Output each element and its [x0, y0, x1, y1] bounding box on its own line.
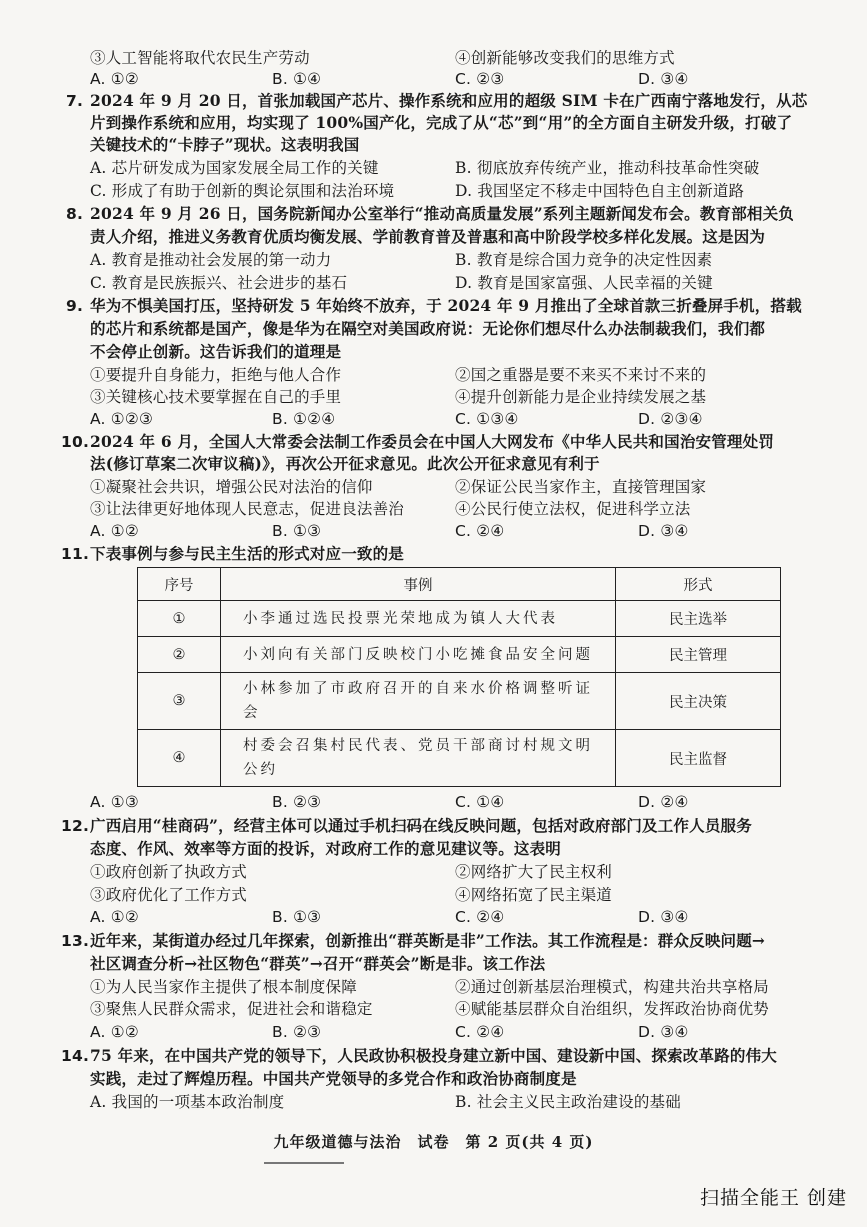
q11-table: [137, 567, 781, 787]
q10-stem-line-1: 2024 年 6 月，全国人大常委会法制工作委员会在中国人大网发布《中华人民共和国治安管理处罚: [90, 432, 775, 451]
q13-option-c: C. ②④: [455, 1023, 505, 1041]
q7-option-b: B. 彻底放弃传统产业，推动科技革命性突破: [455, 159, 760, 177]
q13-stem-line-1: 近年来，某街道办经过几年探索，创新推出“群英断是非”工作法。其工作流程是：群众反映问题→: [90, 931, 766, 950]
q9-stem-line-1: 华为不惧美国打压，坚持研发 5 年始终不放弃，于 2024 年 9 月推出了全球首款三折叠屏手机，搭载: [90, 296, 802, 315]
q8-option-a: A. 教育是推动社会发展的第一动力: [90, 251, 332, 269]
q10-option-d: D. ③④: [638, 522, 689, 540]
q12-statement-4: ④网络拓宽了民主渠道: [455, 886, 613, 904]
q10-statement-3: ③让法律更好地体现人民意志，促进良法善治: [90, 500, 405, 518]
q10-statement-2: ②保证公民当家作主，直接管理国家: [455, 478, 707, 496]
q7-option-d: D. 我国坚定不移走中国特色自主创新道路: [455, 182, 745, 200]
q6-option-c: C. ②③: [455, 70, 505, 88]
q10-option-b: B. ①③: [272, 522, 322, 540]
q12-statement-3: ③政府优化了工作方式: [90, 886, 248, 904]
q9-option-b: B. ①②④: [272, 410, 336, 428]
q14-option-b: B. 社会主义民主政治建设的基础: [455, 1093, 681, 1111]
q10-statement-1: ①凝聚社会共识，增强公民对法治的信仰: [90, 478, 373, 496]
q11-option-c: C. ①④: [455, 793, 505, 811]
row-event: 小李通过选民投票光荣地成为镇人大代表: [221, 601, 616, 637]
row-no: ③: [138, 673, 221, 730]
q9-option-c: C. ①③④: [455, 410, 519, 428]
q11-option-b: B. ②③: [272, 793, 322, 811]
q12-statement-2: ②网络扩大了民主权利: [455, 863, 613, 881]
row-form: 民主监督: [616, 730, 781, 787]
q12-option-c: C. ②④: [455, 908, 505, 926]
q9-statement-3: ③关键核心技术要掌握在自己的手里: [90, 388, 342, 406]
row-event: 小刘向有关部门反映校门小吃摊食品安全问题: [221, 637, 616, 673]
q9-statement-2: ②国之重器是要不来买不来讨不来的: [455, 366, 707, 384]
q10-option-c: C. ②④: [455, 522, 505, 540]
q7-stem-line-2: 片到操作系统和应用，均实现了 100%国产化，完成了从“芯”到“用”的全方面自主研发升级，打破了: [90, 113, 793, 132]
q9-number: 9.: [66, 297, 84, 315]
q6-statement-3: ③人工智能将取代农民生产劳动: [90, 49, 310, 67]
q11-number: 11.: [61, 545, 90, 563]
q6-option-d: D. ③④: [638, 70, 689, 88]
table-header-row: [138, 568, 781, 601]
q10-statement-4: ④公民行使立法权，促进科学立法: [455, 500, 691, 518]
q10-option-a: A. ①②: [90, 522, 139, 540]
q13-stem-line-2: 社区调查分析→社区物色“群英”→召开“群英会”断是非。该工作法: [90, 954, 546, 973]
q7-option-c: C. 形成了有助于创新的舆论氛围和法治环境: [90, 182, 395, 200]
q7-stem-line-3: 关键技术的“卡脖子”现状。这表明我国: [90, 135, 360, 154]
q14-number: 14.: [61, 1047, 90, 1065]
q8-stem-line-1: 2024 年 9 月 26 日，国务院新闻办公室举行“推动高质量发展”系列主题新闻发布会。教育部相关负: [90, 204, 795, 223]
row-no: ①: [138, 601, 221, 637]
q13-number: 13.: [61, 932, 90, 950]
q14-option-a: A. 我国的一项基本政治制度: [90, 1093, 285, 1111]
q10-number: 10.: [61, 433, 90, 451]
table-row: [138, 637, 781, 673]
row-no: ④: [138, 730, 221, 787]
row-form: 民主管理: [616, 637, 781, 673]
q13-statement-4: ④赋能基层群众自治组织，发挥政治协商优势: [455, 1000, 770, 1018]
q6-option-a: A. ①②: [90, 70, 139, 88]
q6-statement-4: ④创新能够改变我们的思维方式: [455, 49, 675, 67]
q11-stem: 下表事例与参与民主生活的形式对应一致的是: [90, 544, 405, 563]
row-event: 村委会召集村民代表、党员干部商讨村规文明公约: [221, 730, 616, 787]
row-form: 民主决策: [616, 673, 781, 730]
q8-number: 8.: [66, 205, 84, 223]
q12-option-d: D. ③④: [638, 908, 689, 926]
q14-stem-line-2: 实践，走过了辉煌历程。中国共产党领导的多党合作和政治协商制度是: [90, 1069, 577, 1088]
q12-number: 12.: [61, 817, 90, 835]
table-row: [138, 601, 781, 637]
header-event: 事例: [221, 568, 616, 601]
q12-stem-line-1: 广西启用“桂商码”，经营主体可以通过手机扫码在线反映问题，包括对政府部门及工作人员服务: [90, 816, 752, 835]
header-no: 序号: [138, 568, 221, 601]
q13-statement-1: ①为人民当家作主提供了根本制度保障: [90, 978, 357, 996]
q8-option-d: D. 教育是国家富强、人民幸福的关键: [455, 274, 713, 292]
q12-statement-1: ①政府创新了执政方式: [90, 863, 248, 881]
header-form: 形式: [616, 568, 781, 601]
q9-stem-line-3: 不会停止创新。这告诉我们的道理是: [90, 342, 342, 361]
q11-option-a: A. ①③: [90, 793, 139, 811]
q14-stem-line-1: 75 年来，在中国共产党的领导下，人民政协积极投身建立新中国、建设新中国、探索改革路的伟大: [90, 1046, 777, 1065]
table-row: [138, 673, 781, 730]
q10-stem-line-2: 法(修订草案二次审议稿)》，再次公开征求意见。此次公开征求意见有利于: [90, 454, 600, 473]
q7-stem-line-1: 2024 年 9 月 20 日，首张加载国产芯片、操作系统和应用的超级 SIM 卡在广西南宁落地发行，从芯: [90, 91, 808, 110]
q9-statement-1: ①要提升自身能力，拒绝与他人合作: [90, 366, 342, 384]
q8-option-c: C. 教育是民族振兴、社会进步的基石: [90, 274, 348, 292]
q12-option-b: B. ①③: [272, 908, 322, 926]
q9-option-d: D. ②③④: [638, 410, 703, 428]
footer-divider: [264, 1162, 344, 1164]
q9-statement-4: ④提升创新能力是企业持续发展之基: [455, 388, 707, 406]
q7-number: 7.: [66, 92, 84, 110]
row-no: ②: [138, 637, 221, 673]
scanner-watermark: 扫描全能王 创建: [699, 1187, 847, 1209]
q8-stem-line-2: 责人介绍，推进义务教育优质均衡发展、学前教育普及普惠和高中阶段学校多样化发展。这是因为: [90, 227, 766, 246]
q13-option-b: B. ②③: [272, 1023, 322, 1041]
q13-option-a: A. ①②: [90, 1023, 139, 1041]
page-footer: 九年级道德与法治 试卷 第 2 页(共 4 页): [273, 1133, 594, 1151]
q11-option-d: D. ②④: [638, 793, 689, 811]
q6-option-b: B. ①④: [272, 70, 322, 88]
q9-option-a: A. ①②③: [90, 410, 154, 428]
q13-option-d: D. ③④: [638, 1023, 689, 1041]
q12-option-a: A. ①②: [90, 908, 139, 926]
row-event: 小林参加了市政府召开的自来水价格调整听证会: [221, 673, 616, 730]
table-row: [138, 730, 781, 787]
q8-option-b: B. 教育是综合国力竞争的决定性因素: [455, 251, 713, 269]
q7-option-a: A. 芯片研发成为国家发展全局工作的关键: [90, 159, 379, 177]
row-form: 民主选举: [616, 601, 781, 637]
q12-stem-line-2: 态度、作风、效率等方面的投诉，对政府工作的意见建议等。这表明: [90, 839, 562, 858]
q13-statement-2: ②通过创新基层治理模式，构建共治共享格局: [455, 978, 770, 996]
q9-stem-line-2: 的芯片和系统都是国产，像是华为在隔空对美国政府说：无论你们想尽什么办法制裁我们，我们都: [90, 319, 766, 338]
q13-statement-3: ③聚焦人民群众需求，促进社会和谐稳定: [90, 1000, 373, 1018]
